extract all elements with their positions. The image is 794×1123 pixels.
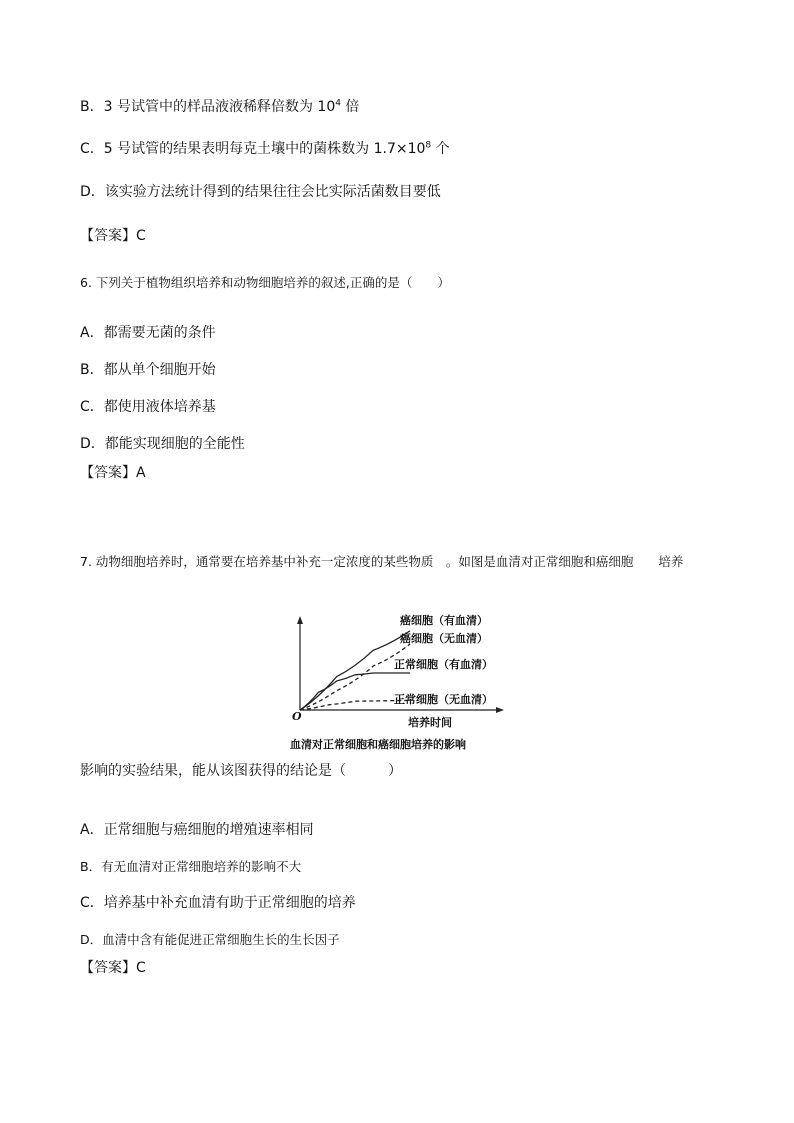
series-label-0: 癌细胞（有血清） (400, 614, 488, 627)
question-6-stem: 6. 下列关于植物组织培养和动物细胞培养的叙述,正确的是（ ） (80, 275, 450, 290)
option-7a: A．正常细胞与癌细胞的增殖速率相同 (80, 822, 314, 838)
serum-effect-figure (284, 606, 524, 756)
series-label-3: 正常细胞（无血清） (394, 693, 493, 706)
series-label-2: 正常细胞（有血清） (394, 658, 493, 671)
answer-5: 【答案】C (80, 228, 146, 244)
option-6a: A．都需要无菌的条件 (80, 325, 216, 341)
answer-6: 【答案】A (80, 465, 146, 481)
option-6d: D．都能实现细胞的全能性 (80, 436, 245, 452)
chart-title: 血清对正常细胞和癌细胞培养的影响 (290, 738, 466, 751)
option-6c: C．都使用液体培养基 (80, 399, 216, 415)
option-5c-exponent: 8 (425, 140, 432, 151)
option-5b-suffix: 倍 (340, 99, 360, 115)
option-5d: D．该实验方法统计得到的结果往往会比实际活菌数目要低 (80, 184, 441, 200)
option-5c (80, 140, 450, 158)
option-7c: C．培养基中补充血清有助于正常细胞的培养 (80, 895, 356, 911)
y-axis-arrow (297, 616, 303, 624)
series-label-1: 癌细胞（无血清） (400, 632, 488, 645)
x-axis-arrow (496, 707, 504, 713)
option-7d: D．血清中含有能促进正常细胞生长的生长因子 (80, 932, 340, 947)
option-6b: B．都从单个细胞开始 (80, 362, 216, 378)
option-7b: B．有无血清对正常细胞培养的影响不大 (80, 859, 302, 874)
x-axis-label: 培养时间 (408, 716, 452, 729)
option-5c-suffix: 个 (431, 141, 450, 157)
option-5b-text: B．3 号试管中的样品液液稀释倍数为 10 (80, 99, 336, 115)
option-5c-text: C．5 号试管的结果表明每克土壤中的菌株数为 1.7×10 (80, 141, 426, 157)
question-7-stem-continued: 影响的实验结果，能从该图获得的结论是（ ） (80, 763, 402, 779)
origin-label: O (292, 710, 302, 723)
option-5b (80, 98, 359, 116)
option-5b-exponent: 4 (335, 98, 341, 109)
answer-7: 【答案】C (80, 960, 146, 976)
question-7-stem: 7. 动物细胞培养时，通常要在培养基中补充一定浓度的某些物质 。如图是血清对正常细胞和癌细胞 培养 (80, 554, 684, 569)
